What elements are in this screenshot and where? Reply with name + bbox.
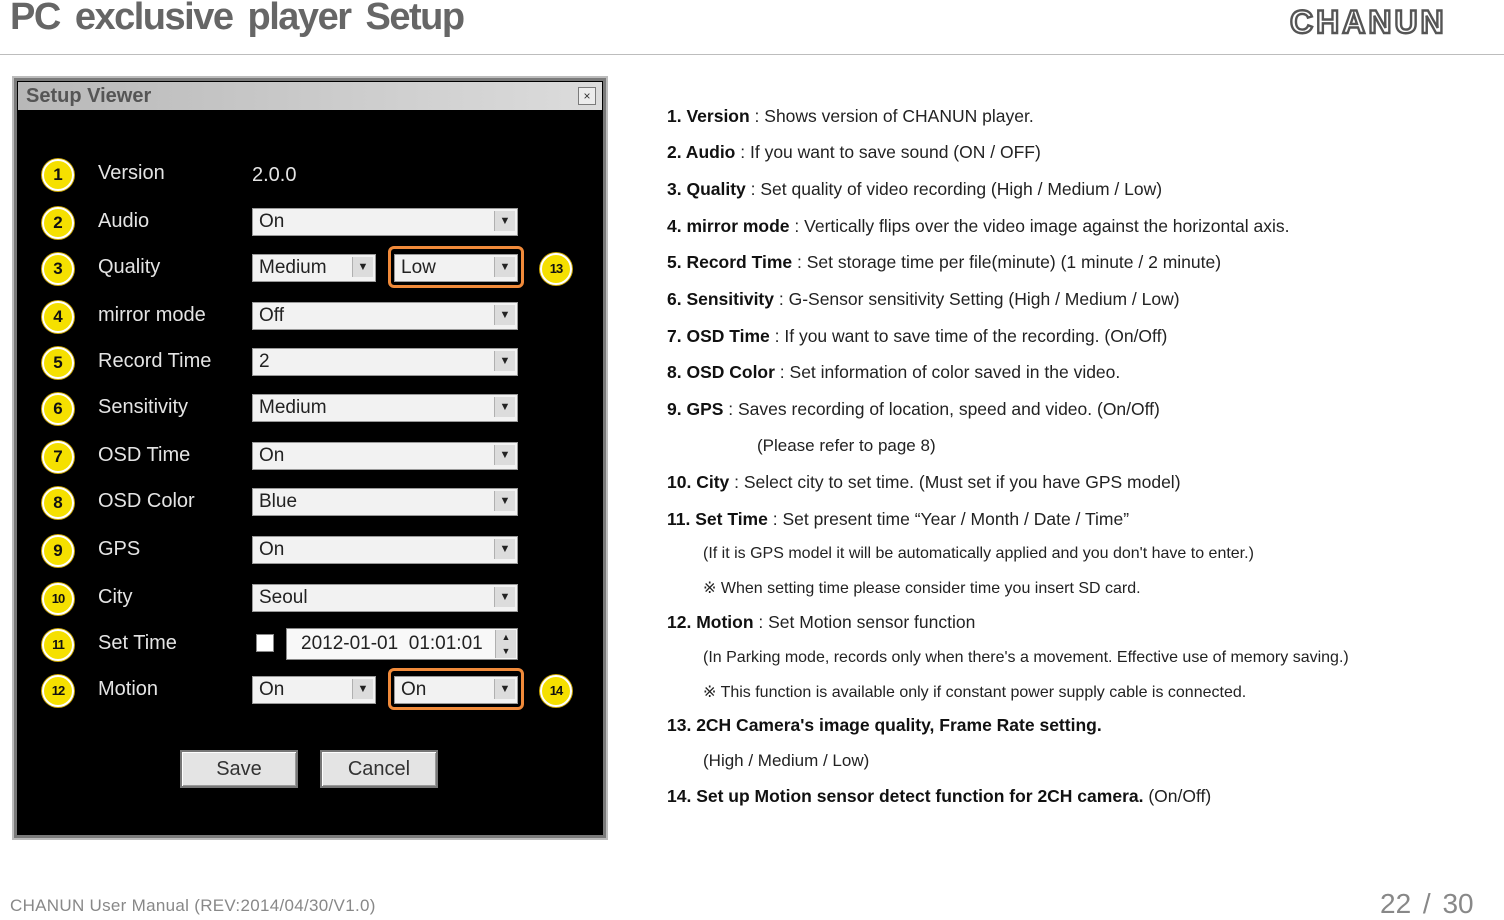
datetime-picker[interactable]: [286, 628, 518, 660]
item-title: 5. Record Time: [667, 252, 793, 272]
number-badge: 6: [42, 393, 74, 425]
row-label: Version: [98, 162, 165, 184]
set-time-checkbox[interactable]: [256, 634, 274, 652]
row-label: mirror mode: [98, 304, 206, 326]
row-label: City: [98, 586, 133, 608]
item-title: 10. City: [667, 472, 730, 492]
select-value: On: [259, 211, 285, 232]
item-title: 11. Set Time: [667, 509, 768, 529]
number-badge: 7: [42, 441, 74, 473]
chevron-down-icon[interactable]: ▼: [494, 491, 515, 511]
chevron-down-icon[interactable]: ▼: [494, 679, 515, 699]
dialog-titlebar: [18, 82, 602, 110]
number-badge: 14: [540, 675, 572, 707]
mirror-mode-select[interactable]: [252, 302, 518, 330]
item-2ch-quality: [667, 715, 1102, 736]
select-value: 2: [259, 351, 270, 372]
item-desc: : If you want to save time of the recording. (On/Off): [769, 326, 1168, 346]
select-value: On: [259, 539, 285, 560]
motion-2ch-select[interactable]: [394, 676, 518, 704]
page-number: 22 / 30: [1380, 888, 1474, 919]
row-osd-color: [14, 484, 606, 524]
item-title: 9. GPS: [667, 399, 724, 419]
osd-color-select[interactable]: [252, 488, 518, 516]
item-desc: : Saves recording of location, speed and video. (On/Off): [723, 399, 1160, 419]
select-value: Off: [259, 305, 284, 326]
header-divider: [0, 54, 1504, 55]
chevron-down-icon[interactable]: ▼: [494, 397, 515, 417]
chevron-down-icon[interactable]: ▼: [352, 679, 373, 699]
row-label: Quality: [98, 256, 161, 278]
item-title: 8. OSD Color: [667, 362, 775, 382]
item-set-time: [667, 509, 1129, 530]
number-badge: 9: [42, 535, 74, 567]
chevron-down-icon[interactable]: ▼: [494, 351, 515, 371]
row-label: Audio: [98, 210, 150, 232]
number-badge: 11: [42, 629, 74, 661]
select-value: On: [259, 679, 285, 700]
dialog-title: Setup Viewer: [26, 85, 152, 107]
datetime-value: 2012-01-01 01:01:01: [301, 633, 483, 654]
item-desc: : Set storage time per file(minute) (1 minute / 2 minute): [792, 252, 1222, 272]
set-time-warning: ※ When setting time please consider time you insert SD card.: [703, 580, 1141, 597]
number-badge: 3: [42, 253, 74, 285]
chevron-down-icon[interactable]: ▼: [494, 445, 515, 465]
item-desc: : Set present time “Year / Month / Date / Time”: [767, 509, 1130, 529]
row-label: GPS: [98, 538, 141, 560]
item-title: 13. 2CH Camera's image quality, Frame Rate setting.: [667, 715, 1102, 735]
chevron-down-icon[interactable]: ▼: [494, 587, 515, 607]
row-label: Sensitivity: [98, 396, 189, 418]
chevron-down-icon[interactable]: ▼: [494, 305, 515, 325]
number-badge: 5: [42, 347, 74, 379]
record-time-select[interactable]: [252, 348, 518, 376]
set-time-note: (If it is GPS model it will be automatically applied and you don't have to enter.): [703, 545, 1254, 562]
item-title: 14. Set up Motion sensor detect function for 2CH camera.: [667, 786, 1144, 806]
row-sensitivity: [14, 390, 606, 430]
number-badge: 4: [42, 301, 74, 333]
item-desc: : Shows version of CHANUN player.: [749, 106, 1034, 126]
quality-2ch-select[interactable]: [394, 254, 518, 282]
2ch-quality-options: (High / Medium / Low): [703, 751, 870, 770]
item-gps: [667, 399, 1160, 420]
item-mirror-mode: [667, 216, 1290, 237]
close-button[interactable]: ×: [578, 87, 596, 105]
number-badge: 1: [42, 159, 74, 191]
osd-time-select[interactable]: [252, 442, 518, 470]
page-title: PC exclusive player Setup: [10, 0, 464, 38]
item-title: 2. Audio: [667, 142, 736, 162]
select-value: On: [259, 445, 285, 466]
select-value: Blue: [259, 491, 298, 512]
number-badge: 10: [42, 583, 74, 615]
motion-note: (In Parking mode, records only when there's a movement. Effective use of memory saving.): [703, 649, 1349, 666]
gps-select[interactable]: [252, 536, 518, 564]
audio-select[interactable]: [252, 208, 518, 236]
cancel-button[interactable]: Cancel: [320, 750, 438, 788]
item-desc: : Set information of color saved in the video.: [774, 362, 1121, 382]
item-osd-color: [667, 362, 1120, 383]
item-title: 12. Motion: [667, 612, 754, 632]
row-quality: [14, 250, 606, 290]
row-set-time: [14, 626, 606, 666]
svg-text:CHANUN: CHANUN: [1290, 8, 1447, 36]
number-badge: 2: [42, 207, 74, 239]
item-desc: : Set quality of video recording (High / Medium / Low): [745, 179, 1163, 199]
motion-select[interactable]: [252, 676, 376, 704]
city-select[interactable]: [252, 584, 518, 612]
save-button[interactable]: Save: [180, 750, 298, 788]
row-label: OSD Color: [98, 490, 195, 512]
item-desc: : Vertically flips over the video image against the horizontal axis.: [789, 216, 1290, 236]
spin-buttons[interactable]: [495, 630, 516, 658]
row-record-time: [14, 344, 606, 384]
row-label: Set Time: [98, 632, 177, 654]
select-value: Low: [401, 257, 436, 278]
row-label: Record Time: [98, 350, 212, 372]
row-motion: [14, 672, 606, 712]
chevron-down-icon[interactable]: ▼: [494, 211, 515, 231]
chanun-logo: [1290, 8, 1494, 36]
item-desc: : Select city to set time. (Must set if you have GPS model): [729, 472, 1181, 492]
row-version: [14, 156, 606, 196]
spin-up-icon[interactable]: ▲: [501, 632, 511, 642]
item-city: [667, 472, 1181, 493]
quality-select[interactable]: [252, 254, 376, 282]
item-title: 7. OSD Time: [667, 326, 770, 346]
item-motion: [667, 612, 975, 633]
select-value: Medium: [259, 257, 327, 278]
spin-down-icon[interactable]: ▼: [501, 646, 511, 656]
select-value: Seoul: [259, 587, 308, 608]
item-quality: [667, 179, 1162, 200]
gps-note: (Please refer to page 8): [757, 436, 936, 455]
item-desc: : If you want to save sound (ON / OFF): [735, 142, 1041, 162]
motion-warning: ※ This function is available only if constant power supply cable is connected.: [703, 684, 1247, 701]
item-osd-time: [667, 326, 1167, 347]
item-title: 4. mirror mode: [667, 216, 790, 236]
version-value: 2.0.0: [252, 164, 297, 186]
number-badge: 8: [42, 487, 74, 519]
row-city: [14, 580, 606, 620]
item-desc: : G-Sensor sensitivity Setting (High / Medium / Low): [774, 289, 1180, 309]
row-gps: [14, 532, 606, 572]
item-audio: [667, 142, 1041, 163]
chevron-down-icon[interactable]: ▼: [352, 257, 373, 277]
select-value: Medium: [259, 397, 327, 418]
item-desc: (On/Off): [1143, 786, 1212, 806]
chevron-down-icon[interactable]: ▼: [494, 257, 515, 277]
sensitivity-select[interactable]: [252, 394, 518, 422]
setup-viewer-dialog: [12, 76, 608, 840]
number-badge: 12: [42, 675, 74, 707]
item-desc: : Set Motion sensor function: [753, 612, 976, 632]
footer-manual: CHANUN User Manual (REV:2014/04/30/V1.0): [10, 896, 376, 915]
number-badge: 13: [540, 253, 572, 285]
row-label: OSD Time: [98, 444, 191, 466]
row-audio: [14, 204, 606, 244]
row-osd-time: [14, 438, 606, 478]
chevron-down-icon[interactable]: ▼: [494, 539, 515, 559]
item-record-time: [667, 252, 1221, 273]
row-mirror-mode: [14, 298, 606, 338]
select-value: On: [401, 679, 427, 700]
item-title: 1. Version: [667, 106, 750, 126]
item-title: 6. Sensitivity: [667, 289, 774, 309]
item-version: [667, 106, 1034, 127]
item-title: 3. Quality: [667, 179, 746, 199]
item-2ch-motion: [667, 786, 1211, 807]
item-sensitivity: [667, 289, 1180, 310]
row-label: Motion: [98, 678, 159, 700]
